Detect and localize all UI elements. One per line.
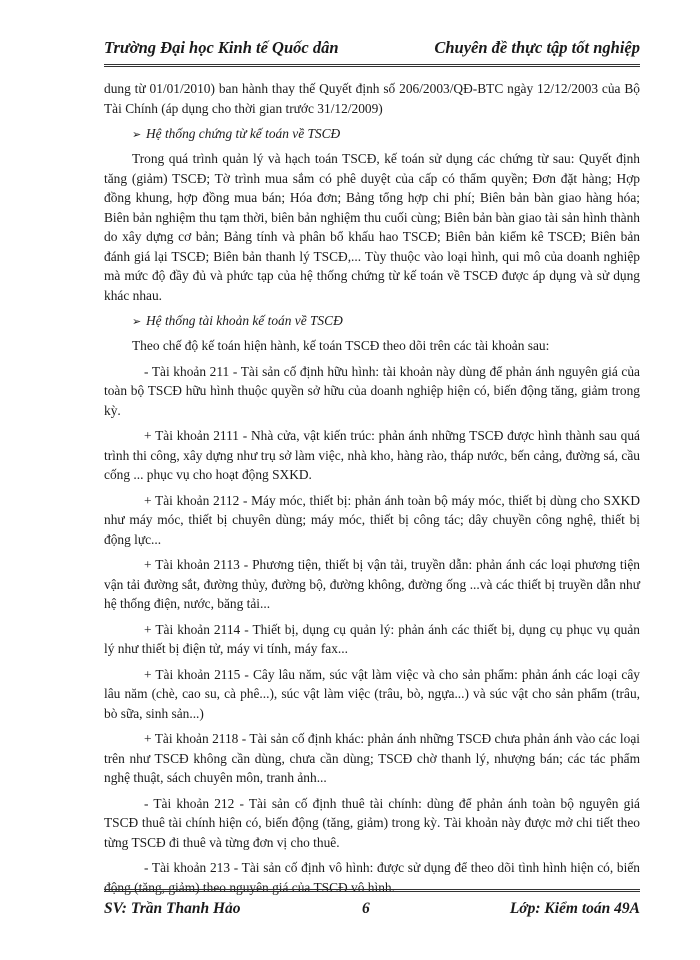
page-header	[104, 38, 640, 62]
page-body	[104, 79, 640, 903]
section-heading-text: Hệ thống tài khoản kế toán về TSCĐ	[146, 313, 343, 328]
paragraph: Trong quá trình quản lý và hạch toán TSCĐ, kế toán sử dụng các chứng từ sau: Quyết định tăng (giảm) TSCĐ; Tờ trình mua sắm có phê duyệt của cấp có thẩm quyền; Đơn đặt hàng; Hợp đồng khung, hợp đồng mua bán; Hóa đơn; Bảng tổng hợp chi phí; Biên bản bàn giao hàng hóa; Biên bản nghiệm thu tạm thời, biên bản nghiệm thu cuối cùng; Biên bản bàn giao tài sản hình thành do xây dựng cơ bản; Bảng tính và phân bổ khấu hao TSCĐ; Biên bản kiểm kê TSCĐ; Biên bản đánh giá lại TSCĐ; Biên bản thanh lý TSCĐ,... Tùy thuộc vào loại hình, qui mô của doanh nghiệp mà mức độ đầy đủ và phức tạp của hệ thống chứng từ kế toán về TSCĐ được áp dụng và sử dụng khác nhau.	[104, 151, 640, 303]
footer-divider	[104, 889, 640, 895]
section-heading-text: Hệ thống chứng từ kế toán về TSCĐ	[146, 126, 341, 141]
paragraph: + Tài khoản 2118 - Tài sản cố định khác: phản ánh những TSCĐ chưa phản ánh vào các loại trên như TSCĐ không cần dùng, chưa cần dùng; TSCĐ chờ thanh lý, nhượng bán; các tác phẩm nghệ thuật, sách chuyên môn, tranh ảnh...	[104, 731, 640, 785]
page-footer	[104, 900, 640, 924]
paragraph: + Tài khoản 2114 - Thiết bị, dụng cụ quản lý: phản ánh các thiết bị, dụng cụ phục vụ quản lý như thiết bị điện tử, máy vi tính, máy fax...	[104, 621, 640, 656]
paragraph: + Tài khoản 2111 - Nhà cửa, vật kiến trúc: phản ánh những TSCĐ được hình thành sau quá trình thi công, xây dựng như trụ sở làm việc, nhà kho, hàng rào, tháp nước, bến cảng, đường sá, cầu cống ... phục vụ cho hoạt động SXKD.	[104, 428, 640, 482]
arrow-bullet-icon: ➢	[132, 316, 142, 328]
paragraph: Theo chế độ kế toán hiện hành, kế toán TSCĐ theo dõi trên các tài khoản sau:	[132, 338, 550, 353]
header-report-type: Chuyên đề thực tập tốt nghiệp	[434, 38, 640, 57]
footer-class: Lớp: Kiểm toán 49A	[509, 900, 640, 917]
paragraph: + Tài khoản 2115 - Cây lâu năm, súc vật làm việc và cho sản phẩm: phản ánh các loại cây lâu năm (chè, cao su, cà phê...), súc vật làm việc (trâu, bò, ngựa...) và súc vật cho sản phẩm (trâu, bò sữa, sinh sản...)	[104, 666, 640, 721]
paragraph: + Tài khoản 2113 - Phương tiện, thiết bị vận tải, truyền dẫn: phản ánh các loại phương tiện vận tải đường sắt, đường thủy, đường bộ, đường không, đường ống ...và các thiết bị truyền dẫn như hệ thống điện, nước, băng tải...	[104, 557, 640, 611]
paragraph: - Tài khoản 212 - Tài sản cố định thuê tài chính: dùng để phản ánh toàn bộ nguyên giá TSCĐ thuê tài chính hiện có, biến động (tăng, giảm) trong kỳ. Tài khoản này được mở chi tiết theo từng TSCĐ đi thuê và từng đơn vị cho thuê.	[104, 795, 640, 850]
arrow-bullet-icon: ➢	[132, 129, 142, 141]
paragraph: - Tài khoản 213 - Tài sản cố định vô hình: được sử dụng để theo dõi tình hình hiện có, biến động (tăng, giảm) theo nguyên giá của TSCĐ vô hình.	[104, 860, 640, 895]
paragraph: + Tài khoản 2112 - Máy móc, thiết bị: phản ánh toàn bộ máy móc, thiết bị dùng cho SXKD như máy móc, thiết bị chuyên dùng; máy móc, thiết bị công tác; dây chuyền công nghệ, thiết bị động lực...	[104, 492, 640, 547]
paragraph: - Tài khoản 211 - Tài sản cố định hữu hình: tài khoản này dùng để phản ánh nguyên giá của toàn bộ TSCĐ hữu hình thuộc quyền sở hữu của doanh nghiệp hiện có, biến động tăng, giảm trong kỳ.	[104, 363, 640, 418]
header-divider	[104, 64, 640, 70]
section-heading	[132, 311, 640, 332]
header-university: Trường Đại học Kinh tế Quốc dân	[104, 38, 339, 57]
section-heading	[132, 124, 640, 145]
footer-student: SV: Trần Thanh Hảo	[104, 900, 241, 917]
paragraph: dung từ 01/01/2010) ban hành thay thế Quyết định số 206/2003/QĐ-BTC ngày 12/12/2003 của Bộ Tài Chính (áp dụng cho thời gian trước 31/12/2009)	[104, 81, 640, 116]
page-number: 6	[362, 900, 370, 917]
